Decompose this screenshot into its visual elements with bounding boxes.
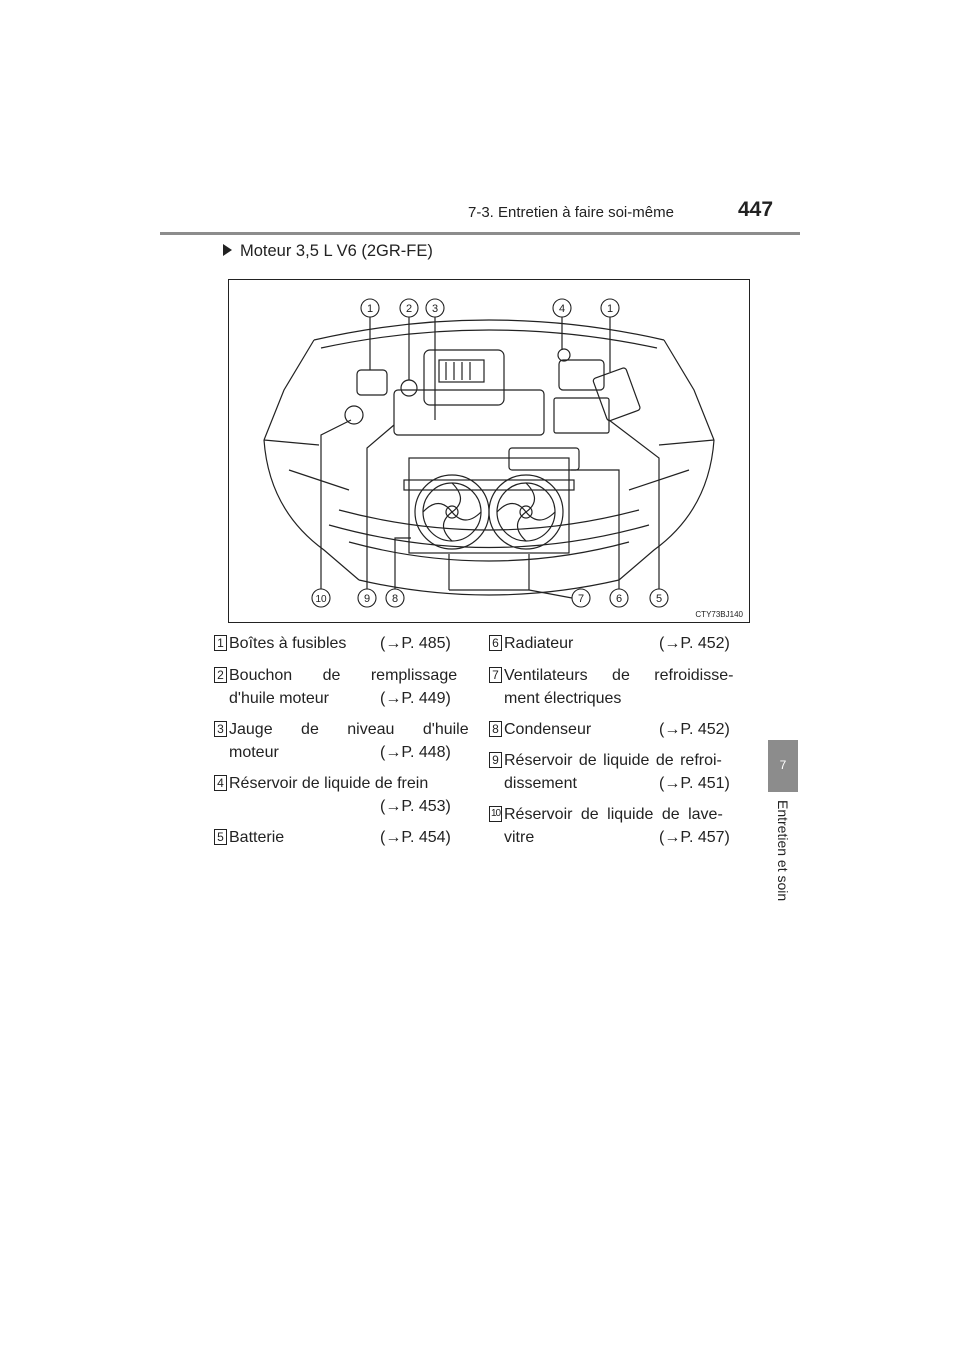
- page-header: [160, 196, 800, 240]
- engine-bay-illustration: [228, 279, 750, 623]
- item-number-badge: 7: [489, 667, 502, 683]
- item-number-badge: 8: [489, 721, 502, 737]
- callout-top-5: 1: [606, 303, 614, 315]
- item-label: Réservoir de liquide de lave-: [504, 806, 723, 823]
- callout-bottom-8: 8: [391, 593, 399, 605]
- header-rule: [160, 232, 800, 235]
- item-page-ref: (→P. 448): [380, 744, 451, 761]
- callout-top-3: 3: [431, 303, 439, 315]
- item-number-badge: 4: [214, 775, 227, 791]
- callout-top-4: 4: [558, 303, 566, 315]
- item-label-continued: vitre: [504, 829, 535, 846]
- callout-bottom-9: 9: [363, 593, 371, 605]
- chapter-number: 7: [779, 758, 787, 772]
- triangle-bullet-icon: [223, 244, 232, 256]
- callout-top-2: 2: [405, 303, 413, 315]
- item-label: Réservoir de liquide de frein: [229, 775, 429, 792]
- item-page-ref: (→P. 452): [659, 635, 730, 652]
- item-page-ref: (→P. 451): [659, 775, 730, 792]
- item-page-ref: (→P. 457): [659, 829, 730, 846]
- subtitle: [223, 242, 433, 261]
- item-label: Jauge de niveau d'huile: [229, 721, 469, 738]
- item-label: Condenseur: [504, 721, 592, 738]
- item-label: Boîtes à fusibles: [229, 635, 347, 652]
- item-number-badge: 5: [214, 829, 227, 845]
- callout-bottom-5: 5: [655, 593, 663, 605]
- item-page-ref: (→P. 485): [380, 635, 451, 652]
- item-number-badge: 2: [214, 667, 227, 683]
- item-label: Réservoir de liquide de refroi-: [504, 752, 722, 769]
- subtitle-text: Moteur 3,5 L V6 (2GR-FE): [240, 242, 433, 260]
- item-page-ref: (→P. 453): [380, 798, 451, 815]
- figure-code: CTY73BJ140: [695, 610, 743, 619]
- item-label: Ventilateurs de refroidisse-: [504, 667, 734, 684]
- callout-bottom-7: 7: [577, 593, 585, 605]
- item-label: Radiateur: [504, 635, 574, 652]
- item-label-continued: moteur: [229, 744, 279, 761]
- chapter-title-area: [763, 800, 803, 920]
- item-number-badge: 9: [489, 752, 502, 768]
- item-number-badge: 10: [489, 806, 502, 822]
- item-number-badge: 3: [214, 721, 227, 737]
- item-page-ref: (→P. 449): [380, 690, 451, 707]
- section-title: 7-3. Entretien à faire soi-même: [468, 204, 674, 221]
- item-label: Bouchon de remplissage: [229, 667, 458, 684]
- callout-bottom-10: 10: [315, 594, 327, 605]
- item-page-ref: (→P. 454): [380, 829, 451, 846]
- item-number-badge: 1: [214, 635, 227, 651]
- engine-bay-drawing: [229, 280, 749, 622]
- callout-top-1: 1: [366, 303, 374, 315]
- item-page-ref: (→P. 452): [659, 721, 730, 738]
- chapter-tab: [768, 740, 798, 792]
- callout-bottom-6: 6: [615, 593, 623, 605]
- item-number-badge: 6: [489, 635, 502, 651]
- chapter-title: Entretien et soin: [775, 800, 791, 902]
- item-label-continued: dissement: [504, 775, 577, 792]
- item-label-continued: d'huile moteur: [229, 690, 329, 707]
- item-label-continued: ment électriques: [504, 690, 622, 707]
- item-label: Batterie: [229, 829, 285, 846]
- page-number: 447: [738, 198, 774, 221]
